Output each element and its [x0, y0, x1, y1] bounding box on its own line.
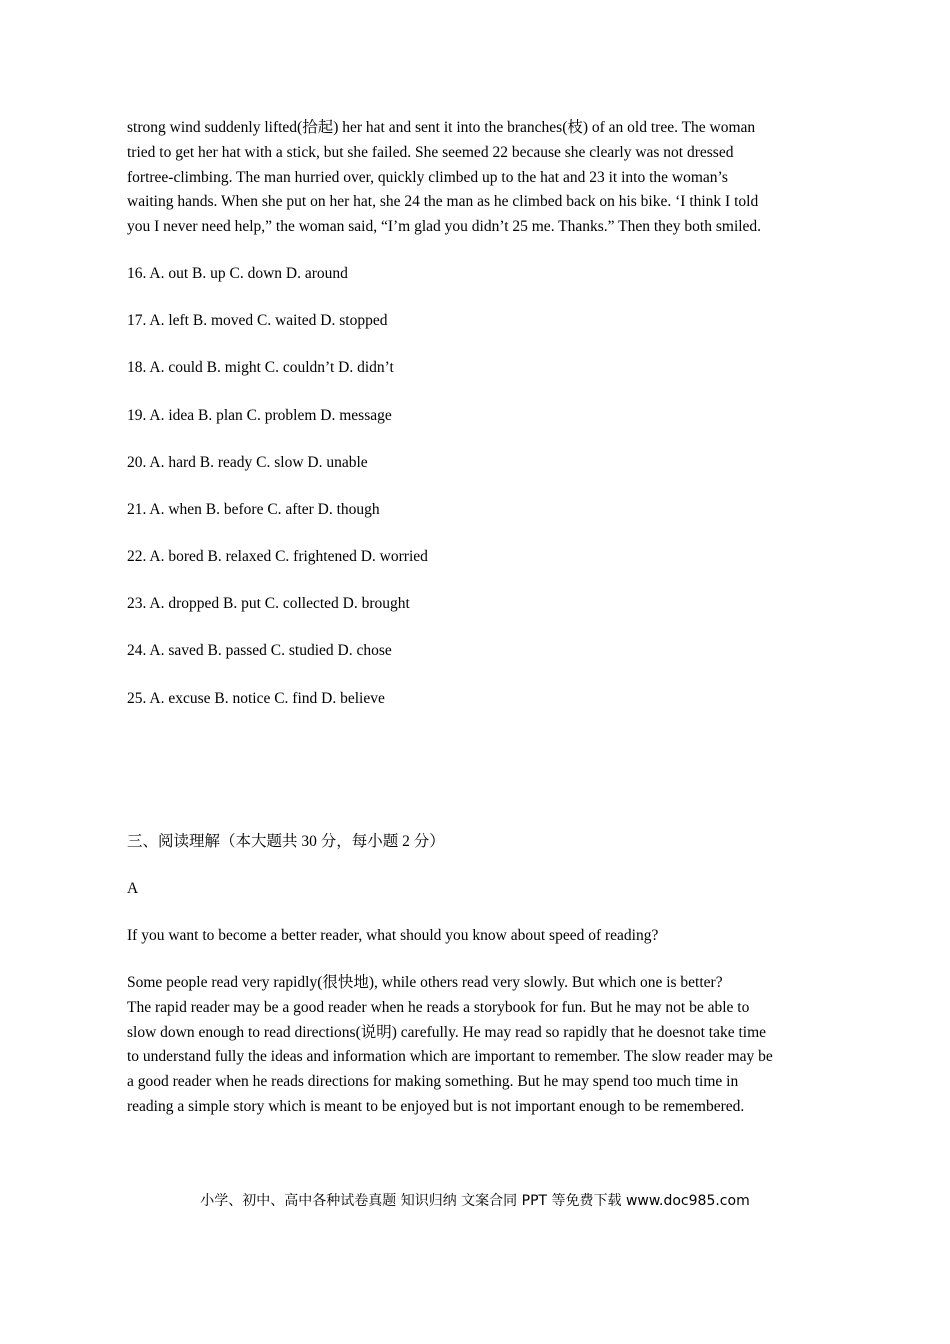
passage-line: to understand fully the ideas and information which are important to remember. The slow reader may be [127, 1048, 773, 1066]
cloze-passage [127, 116, 832, 240]
option-22: 22. A. bored B. relaxed C. frightened D. worried [127, 548, 428, 566]
passage-body [127, 971, 832, 1120]
option-20: 20. A. hard B. ready C. slow D. unable [127, 453, 368, 471]
cloze-line: fortree-climbing. The man hurried over, quickly climbed up to the hat and 23 it into the woman’s [127, 168, 728, 186]
cloze-line: strong wind suddenly lifted(拾起) her hat and sent it into the branches(枝) of an old tree. The woman [127, 119, 756, 136]
cloze-line: you I never need help,” the woman said, “I’m glad you didn’t 25 me. Thanks.” Then they both smiled. [127, 218, 762, 236]
option-23: 23. A. dropped B. put C. collected D. brought [127, 595, 410, 613]
option-24: 24. A. saved B. passed C. studied D. chose [127, 642, 392, 660]
passage-line: a good reader when he reads directions for making something. But he may spend too much time in [127, 1073, 739, 1091]
cloze-line: waiting hands. When she put on her hat, she 24 the man as he climbed back on his bike. ‘I think I told [127, 193, 759, 211]
cloze-section [127, 116, 832, 734]
passage-line: slow down enough to read directions(说明) carefully. He may read so rapidly that he doesnot take time [127, 1023, 767, 1041]
passage-intro: If you want to become a better reader, what should you know about speed of reading? [127, 927, 659, 944]
option-16: 16. A. out B. up C. down D. around [127, 264, 348, 282]
option-17: 17. A. left B. moved C. waited D. stopped [127, 312, 388, 330]
section-heading: 三、阅读理解（本大题共 30 分，每小题 2 分） [127, 833, 445, 850]
passage-label: A [127, 880, 139, 897]
passage-line: reading a simple story which is meant to be enjoyed but is not important enough to be remembered. [127, 1097, 745, 1115]
options-list [127, 262, 832, 734]
option-21: 21. A. when B. before C. after D. though [127, 500, 380, 518]
cloze-line: tried to get her hat with a stick, but she failed. She seemed 22 because she clearly was not dressed [127, 143, 734, 161]
passage-line: Some people read very rapidly(很快地), while others read very slowly. But which one is better? [127, 974, 723, 991]
page-footer: 小学、初中、高中各种试卷真题 知识归纳 文案合同 PPT 等免费下载 www.doc985.com [200, 1193, 750, 1209]
option-25: 25. A. excuse B. notice C. find D. believe [127, 689, 385, 707]
option-18: 18. A. could B. might C. couldn’t D. didn’t [127, 359, 394, 377]
option-19: 19. A. idea B. plan C. problem D. message [127, 406, 392, 424]
passage-line: The rapid reader may be a good reader when he reads a storybook for fun. But he may not be able to [127, 998, 750, 1016]
